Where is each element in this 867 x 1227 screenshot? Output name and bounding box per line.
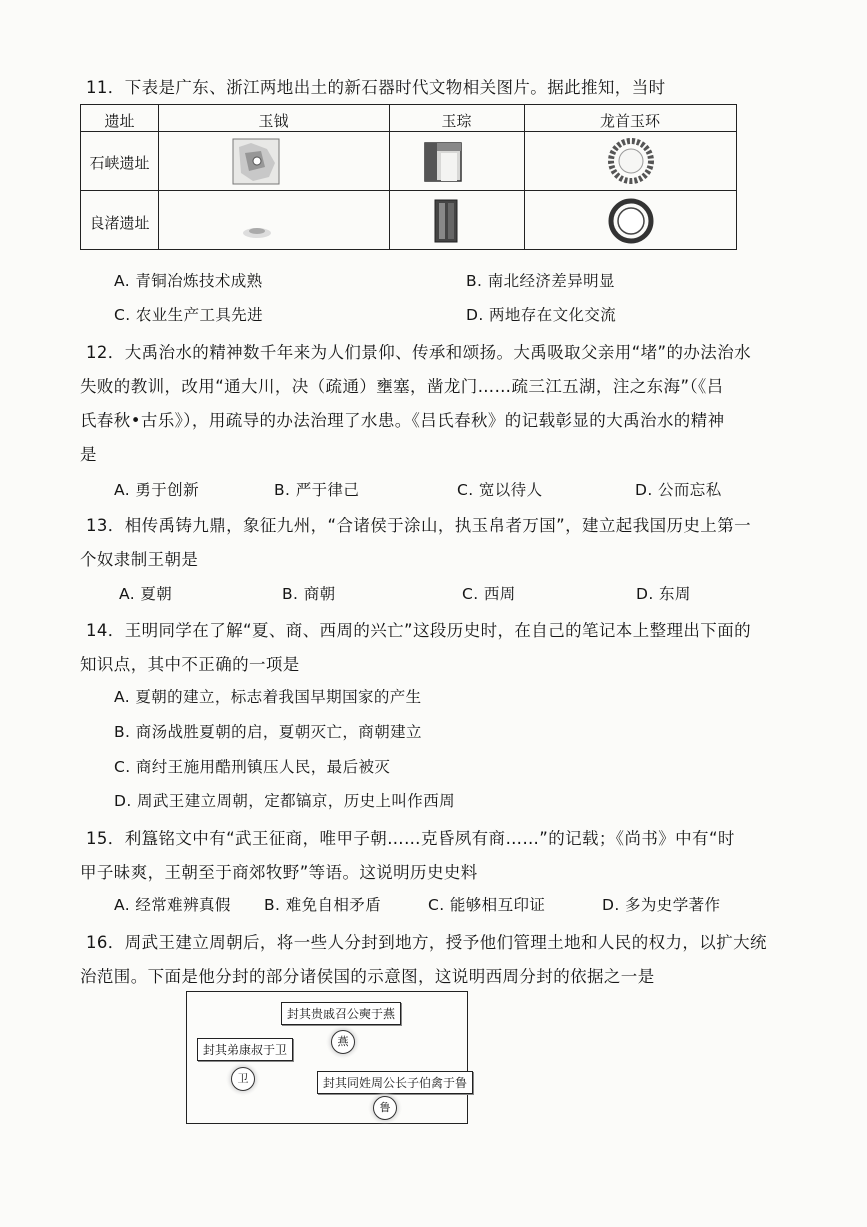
q13-option-a[interactable]: A. 夏朝 <box>119 585 173 603</box>
q11-option-c[interactable]: C. 农业生产工具先进 <box>114 306 264 324</box>
table-row-liangzhu: 良渚遗址 <box>89 214 150 232</box>
q13-stem-line-2: 个奴隶制王朝是 <box>80 550 199 569</box>
q14-option-b[interactable]: B. 商汤战胜夏朝的启，夏朝灭亡，商朝建立 <box>114 723 422 741</box>
q15-option-b[interactable]: B. 难免自相矛盾 <box>264 896 382 914</box>
q13-option-c[interactable]: C. 西周 <box>462 585 516 603</box>
q15-stem-line-1: 15．利簋铭文中有“武王征商，唯甲子朝……克昏夙有商……”的记载；《尚书》中有“时 <box>86 829 735 848</box>
q15-option-d[interactable]: D. 多为史学著作 <box>602 896 721 914</box>
q12-option-c[interactable]: C. 宽以待人 <box>457 481 543 499</box>
q11-stem: 11．下表是广东、浙江两地出土的新石器时代文物相关图片。据此推知，当时 <box>86 78 666 97</box>
table-header-site: 遗址 <box>104 112 135 130</box>
q12-option-b[interactable]: B. 严于律己 <box>274 481 360 499</box>
fief-box-wei: 封其弟康叔于卫 <box>197 1038 293 1061</box>
dragon-ring-image-shixia <box>604 135 658 187</box>
q15-stem-line-2: 甲子昧爽，王朝至于商郊牧野”等语。这说明历史史料 <box>80 863 478 882</box>
q12-option-a[interactable]: A. 勇于创新 <box>114 481 199 499</box>
q11-option-a[interactable]: A. 青铜冶炼技术成熟 <box>114 272 263 290</box>
q12-stem-line-1: 12．大禹治水的精神数千年来为人们景仰、传承和颂扬。大禹吸取父亲用“堵”的办法治水 <box>86 343 751 362</box>
state-circle-lu: 鲁 <box>373 1096 397 1120</box>
q11-option-b[interactable]: B. 南北经济差异明显 <box>466 272 615 290</box>
jade-yue-image-shixia <box>231 137 283 187</box>
q14-option-a[interactable]: A. 夏朝的建立，标志着我国早期国家的产生 <box>114 688 422 706</box>
fief-diagram <box>186 991 468 1124</box>
q13-stem-line-1: 13．相传禹铸九鼎，象征九州，“合诸侯于涂山，执玉帛者万国”，建立起我国历史上第一 <box>86 516 751 535</box>
q16-stem-line-2: 治范围。下面是他分封的部分诸侯国的示意图，这说明西周分封的依据之一是 <box>80 967 655 986</box>
q13-option-d[interactable]: D. 东周 <box>636 585 691 603</box>
table-row-shixia: 石峡遗址 <box>89 154 150 172</box>
table-header-yue: 玉钺 <box>258 112 289 130</box>
q12-stem-line-4: 是 <box>80 445 97 464</box>
jade-yue-image-liangzhu <box>237 213 277 243</box>
q13-option-b[interactable]: B. 商朝 <box>282 585 336 603</box>
fief-box-lu: 封其同姓周公长子伯禽于鲁 <box>317 1071 473 1094</box>
q15-option-a[interactable]: A. 经常难辨真假 <box>114 896 231 914</box>
q12-stem-line-2: 失败的教训，改用“通大川，决（疏通）壅塞，凿龙门……疏三江五湖，注之东海”（《吕 <box>80 377 724 396</box>
q14-option-d[interactable]: D. 周武王建立周朝，定都镐京，历史上叫作西周 <box>114 792 455 810</box>
jade-cong-image-liangzhu <box>431 197 461 247</box>
state-circle-yan: 燕 <box>331 1030 355 1054</box>
q12-stem-line-3: 氏春秋•古乐》），用疏导的办法治理了水患。《吕氏春秋》的记载彰显的大禹治水的精神 <box>80 411 725 430</box>
q14-stem-line-2: 知识点，其中不正确的一项是 <box>80 655 300 674</box>
jade-cong-image-shixia <box>421 139 465 187</box>
table-header-ring: 龙首玉环 <box>599 112 660 130</box>
q12-option-d[interactable]: D. 公而忘私 <box>635 481 722 499</box>
q16-stem-line-1: 16．周武王建立周朝后，将一些人分封到地方，授予他们管理土地和人民的权力，以扩大统 <box>86 933 767 952</box>
q14-stem-line-1: 14．王明同学在了解“夏、商、西周的兴亡”这段历史时，在自己的笔记本上整理出下面的 <box>86 621 751 640</box>
fief-box-yan: 封其贵戚召公奭于燕 <box>281 1002 401 1025</box>
q15-option-c[interactable]: C. 能够相互印证 <box>428 896 546 914</box>
q14-option-c[interactable]: C. 商纣王施用酷刑镇压人民，最后被灭 <box>114 758 391 776</box>
dragon-ring-image-liangzhu <box>604 195 658 247</box>
artifact-table <box>80 104 737 250</box>
state-circle-wei: 卫 <box>231 1067 255 1091</box>
table-header-cong: 玉琮 <box>441 112 472 130</box>
q11-option-d[interactable]: D. 两地存在文化交流 <box>466 306 617 324</box>
